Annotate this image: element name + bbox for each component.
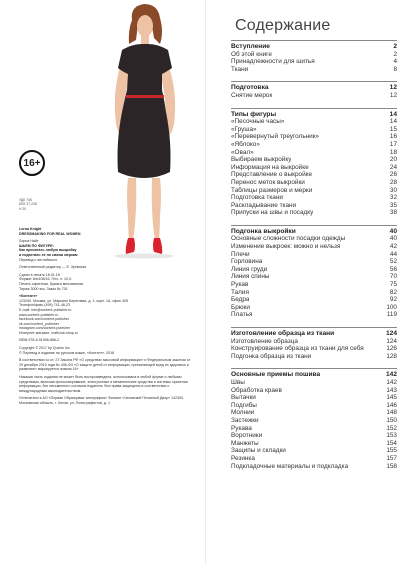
entry-title: Линия спины [231, 273, 270, 281]
entry-title: Изменение выкроек: можно и нельзя [231, 243, 341, 251]
toc-entry[interactable] [231, 387, 397, 395]
publisher-facebook: facebook.com/content.pubisher [19, 317, 69, 322]
original-title: DRESSMAKING FOR REAL WOMEN [19, 231, 81, 236]
entry-page-number: 16 [389, 133, 397, 141]
section-page-number: 12 [389, 84, 397, 92]
entry-title: Припуски на швы и посадку [231, 209, 314, 217]
entry-title: Об этой книге [231, 50, 272, 58]
legal-notice: В соответствии со ст. 27 Закона РФ «О средствах массовой информации» и Федеральным законом от 29 декабря 2010 года № 436-ФЗ «О защите детей от информации, причиняющей вред их здоровью и развитию» маркируется знаком 16+ [19, 358, 191, 372]
entry-page-number: 157 [386, 454, 397, 462]
toc-entry[interactable] [231, 126, 397, 134]
entry-title: Рукава [231, 424, 252, 432]
section-title: Подготовка [231, 84, 269, 92]
publisher-shop: Интернет-магазин: craftclub-shop.ru [19, 330, 78, 335]
section-divider [231, 40, 397, 41]
toc-entry[interactable] [231, 281, 397, 289]
toc-entry[interactable] [231, 447, 397, 455]
entry-title: Таблицы размеров и мерки [231, 186, 313, 194]
udc-code: УДК 746 [19, 198, 32, 202]
entry-page-number: 38 [389, 209, 397, 217]
entry-title: Конструирование образца из ткани для себя [231, 345, 364, 353]
entry-title: Защипы и складки [231, 447, 286, 455]
entry-title: Горловина [231, 258, 263, 266]
toc-entry[interactable] [231, 394, 397, 402]
toc-section-heading[interactable] [231, 371, 397, 379]
entry-page-number: 92 [389, 296, 397, 304]
toc-entry[interactable] [231, 463, 397, 471]
original-author: Lorna Knight [19, 227, 42, 231]
neck [141, 34, 149, 44]
entry-title: Перенос меток выкройки [231, 178, 305, 186]
belt [126, 95, 164, 98]
toc-section-heading[interactable] [231, 84, 397, 92]
entry-page-number: 44 [389, 250, 397, 258]
entry-page-number: 15 [389, 125, 397, 133]
toc-entry[interactable] [231, 304, 397, 312]
imprint-block [19, 227, 191, 406]
entry-page-number: 8 [393, 65, 397, 73]
print-line: Тираж 3000 экз. Заказ № 701 [19, 286, 68, 291]
publisher-vk: vk.com/content_pubisher [19, 321, 59, 326]
toc-entry[interactable] [231, 194, 397, 202]
entry-page-number: 32 [389, 194, 397, 202]
entry-title: Швы [231, 378, 245, 386]
entry-title: Платья [231, 311, 253, 319]
entry-page-number: 153 [386, 432, 397, 440]
toc-entry[interactable] [231, 258, 397, 266]
toc-entry[interactable] [231, 171, 397, 179]
translation-note: Перевод с английского [19, 257, 58, 262]
toc-entry[interactable] [231, 289, 397, 297]
entry-page-number: 70 [389, 273, 397, 281]
toc-entry[interactable] [231, 156, 397, 164]
section-divider [231, 368, 397, 369]
toc-entry[interactable] [231, 417, 397, 425]
entry-page-number: 4 [393, 58, 397, 66]
entry-page-number: 143 [386, 386, 397, 394]
section-divider [231, 81, 397, 82]
entry-title: Талия [231, 288, 249, 296]
toc-entry[interactable] [231, 58, 397, 66]
page-spine [205, 0, 206, 564]
toc-section [231, 81, 397, 99]
title-ru: ШЬЕМ ПО ФИГУРЕ: [19, 243, 54, 248]
toc-entry[interactable] [231, 235, 397, 243]
toc-entry[interactable] [231, 202, 397, 210]
publisher-phone: Телефон/факс (495) 741-46-23 [19, 303, 71, 308]
publisher-instagram: instagram.com/content.pubisher [19, 326, 71, 331]
subtitle-ru-1: Как прочитать любую выкройку [19, 248, 77, 253]
entry-page-number: 28 [389, 178, 397, 186]
toc-entry[interactable] [231, 92, 397, 100]
age-rating-label: 16+ [23, 157, 41, 169]
section-divider [231, 225, 397, 226]
section-divider [231, 108, 397, 109]
entry-page-number: 17 [389, 140, 397, 148]
entry-title: Воротники [231, 432, 263, 440]
toc-entry[interactable] [231, 296, 397, 304]
toc-entry[interactable] [231, 118, 397, 126]
entry-title: Брюки [231, 303, 250, 311]
toc-title: Содержание [235, 17, 331, 34]
section-title: Типы фигуры [231, 110, 277, 118]
entry-title: Резинка [231, 454, 255, 462]
entry-title: Плечи [231, 250, 250, 258]
print-line: Формат 84х108/16. Печ. л. 10,0. [19, 277, 72, 282]
section-title: Подгонка выкройки [231, 227, 296, 235]
woman-figure-illustration [92, 2, 196, 260]
toc-section-heading[interactable] [231, 228, 397, 236]
author-ru: Лорна Найт [19, 239, 39, 244]
entry-title: Рукав [231, 281, 249, 289]
entry-title: Основные сложности посадки одежды [231, 235, 346, 243]
section-title: Изготовление образца из ткани [231, 330, 335, 337]
face [137, 15, 153, 37]
entry-page-number: 40 [389, 235, 397, 243]
entry-page-number: 146 [386, 401, 397, 409]
toc-entry[interactable] [231, 425, 397, 433]
section-page-number: 14 [389, 110, 397, 118]
toc-section-heading[interactable] [231, 330, 397, 338]
toc-section [231, 327, 397, 360]
toc-section [231, 40, 397, 73]
entry-page-number: 150 [386, 416, 397, 424]
toc-entry[interactable] [231, 179, 397, 187]
entry-page-number: 148 [386, 409, 397, 417]
author-mark: Н 20 [19, 206, 27, 211]
toc-entry[interactable] [231, 133, 397, 141]
entry-page-number: 18 [389, 148, 397, 156]
entry-page-number: 142 [386, 378, 397, 386]
isbn: ISBN 978-5-91906-866-2 [19, 338, 60, 343]
toc-entry[interactable] [231, 345, 397, 353]
entry-title: Раскладывание ткани [231, 201, 297, 209]
section-title: Вступление [231, 43, 270, 50]
entry-page-number: 128 [386, 352, 397, 360]
entry-page-number: 30 [389, 186, 397, 194]
toc-section [231, 108, 397, 217]
entry-title: Подгонка образца из ткани [231, 352, 312, 360]
section-page-number: 2 [393, 43, 397, 50]
entry-title: Ткани [231, 65, 249, 73]
entry-page-number: 82 [389, 288, 397, 296]
entry-page-number: 12 [389, 91, 397, 99]
publisher-email: E-mail: info@content-pubisher.ru [19, 307, 72, 312]
entry-page-number: 24 [389, 163, 397, 171]
section-page-number: 142 [385, 371, 397, 379]
toc-entry[interactable] [231, 164, 397, 172]
entry-title: Информация на выкройке [231, 163, 309, 171]
toc-entry[interactable] [231, 141, 397, 149]
entry-page-number: 154 [386, 439, 397, 447]
toc-sections [231, 40, 397, 470]
toc-entry[interactable] [231, 311, 397, 319]
entry-page-number: 56 [389, 265, 397, 273]
entry-page-number: 100 [386, 303, 397, 311]
age-rating-badge [19, 150, 45, 176]
entry-page-number: 155 [386, 447, 397, 455]
entry-page-number: 52 [389, 258, 397, 266]
toc-entry[interactable] [231, 209, 397, 217]
section-divider [231, 327, 397, 328]
entry-title: Принадлежности для шитья [231, 58, 315, 66]
subtitle-ru-2: и подогнать ее по своим меркам [19, 252, 78, 257]
toc-entry[interactable] [231, 243, 397, 251]
print-line: Сдано в печать 18.01.18 [19, 272, 60, 277]
entry-title: Подготовка ткани [231, 194, 283, 202]
entry-page-number: 14 [389, 118, 397, 126]
printer-notice: Отпечатано в АО «Первая Образцовая типография» Филиал «Чеховский Печатный Двор» 142300, Московская область, г. Чехов, ул. Полиграфистов, д. 1 [19, 396, 185, 405]
entry-page-number: 35 [389, 201, 397, 209]
publisher-name: «Контэнт» [19, 294, 38, 299]
entry-page-number: 124 [386, 337, 397, 345]
entry-title: Манжеты [231, 439, 259, 447]
toc-entry[interactable] [231, 353, 397, 361]
entry-page-number: 2 [393, 50, 397, 58]
entry-title: «Груша» [231, 125, 257, 133]
section-page-number: 124 [385, 330, 397, 337]
entry-title: Подкладочные материалы и подкладка [231, 462, 349, 470]
entry-title: «Яблоко» [231, 140, 260, 148]
entry-title: Выбираем выкройку [231, 156, 292, 164]
entry-title: Подгибы [231, 401, 257, 409]
entry-title: Линия груди [231, 265, 268, 273]
entry-title: Молнии [231, 409, 255, 417]
toc-entry[interactable] [231, 440, 397, 448]
classification-codes [19, 198, 37, 211]
entry-page-number: 152 [386, 424, 397, 432]
entry-page-number: 126 [386, 345, 397, 353]
entry-title: Застежки [231, 416, 259, 424]
toc-entry[interactable] [231, 187, 397, 195]
toc-entry[interactable] [231, 66, 397, 74]
toc-entry[interactable] [231, 432, 397, 440]
entry-page-number: 158 [386, 462, 397, 470]
entry-title: Представление о выкройке [231, 171, 313, 179]
bbk-code: ББК 37.248 [19, 202, 37, 207]
section-page-number: 40 [389, 227, 397, 235]
print-line: Печать офсетная. Бумага мелованная. [19, 281, 84, 286]
toc-entry[interactable] [231, 379, 397, 387]
dress [118, 44, 173, 178]
entry-title: Обработка краев [231, 386, 282, 394]
entry-title: «Перевернутый треугольник» [231, 133, 320, 141]
entry-title: Бедра [231, 296, 250, 304]
toc-section [231, 225, 397, 319]
toc-section [231, 368, 397, 470]
publisher-site: www.content-pubisher.ru [19, 312, 59, 317]
entry-page-number: 75 [389, 281, 397, 289]
entry-title: «Песочные часы» [231, 118, 285, 126]
toc-entry[interactable] [231, 149, 397, 157]
entry-page-number: 20 [389, 156, 397, 164]
copyright-line: Copyright © 2017 by Quarto Inc. [19, 346, 71, 351]
toc-entry[interactable] [231, 51, 397, 59]
rights-notice: Никакая часть издания не может быть воспроизведена, использована в любой форме и любыми средствами, включая фотокопирование, электронные и механические средства и системы хранения информации, без письменного согласия издателя. Все права защищены в соответствии с международным законодательством. [19, 375, 188, 393]
toc-section-heading[interactable] [231, 43, 397, 51]
toc-section-heading[interactable] [231, 111, 397, 119]
toc-entry[interactable] [231, 402, 397, 410]
entry-page-number: 42 [389, 243, 397, 251]
entry-page-number: 26 [389, 171, 397, 179]
toc-entry[interactable] [231, 251, 397, 259]
toc-entry[interactable] [231, 409, 397, 417]
entry-title: «Овал» [231, 148, 254, 156]
toc-entry[interactable] [231, 338, 397, 346]
entry-title: Снятие мерок [231, 91, 273, 99]
entry-page-number: 145 [386, 394, 397, 402]
toc-entry[interactable] [231, 266, 397, 274]
entry-page-number: 119 [386, 311, 397, 319]
editor-line: Ответственный редактор — Е. Зуевская [19, 265, 87, 270]
publisher-address: 123290, Москва, ул. Марьино Береговая, д. 1, корп. 1А, офис 405 [19, 298, 129, 303]
section-title: Основные приемы пошива [231, 371, 321, 379]
toc-entry[interactable] [231, 273, 397, 281]
toc-entry[interactable] [231, 455, 397, 463]
copyright-line: © Перевод и издание на русском языке, «Контэнт», 2018 [19, 350, 115, 355]
entry-title: Вытачки [231, 394, 256, 402]
table-of-contents [231, 16, 397, 470]
entry-title: Изготовление образца [231, 337, 298, 345]
